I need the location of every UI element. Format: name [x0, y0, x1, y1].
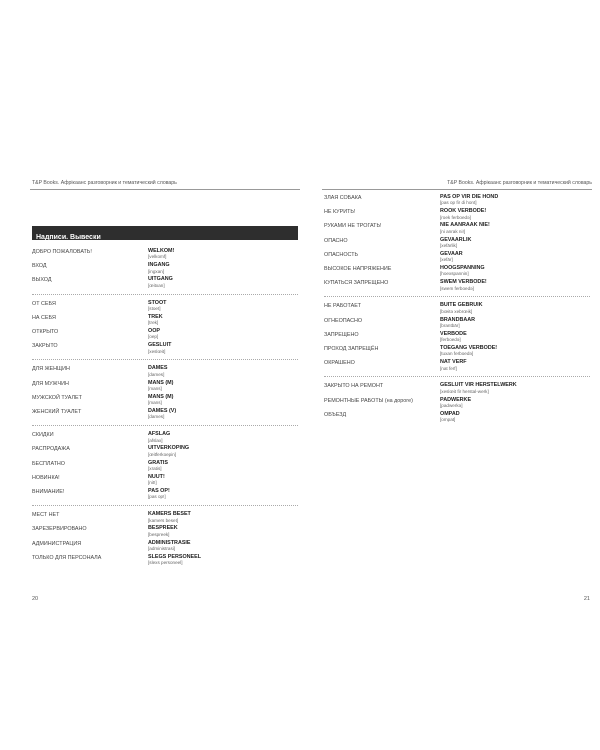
right-page	[322, 168, 592, 608]
russian-phrase: ЗЛАЯ СОБАКА	[324, 195, 362, 201]
transcription: [pas op fir di hont]	[440, 200, 477, 206]
transcription: [xeslœit fir herstal-werk]	[440, 388, 489, 394]
phrase-row	[324, 397, 590, 411]
phrase-row	[32, 262, 298, 276]
phrase-row	[324, 331, 590, 345]
translation	[440, 265, 590, 279]
translation	[440, 302, 590, 316]
transcription: [afslax]	[148, 437, 163, 443]
phrase-row	[324, 359, 590, 373]
transcription: [bœitə xebrœik]	[440, 308, 473, 314]
transcription: [xefārlik]	[440, 242, 458, 248]
russian-phrase: ОКРАШЕНО	[324, 360, 355, 367]
running-header: T&P Books. Афрікаанс разговорник и тематический словарь	[447, 180, 592, 186]
phrase-row	[324, 222, 590, 236]
translation	[148, 525, 298, 539]
page-number: 21	[583, 596, 590, 602]
translation	[440, 345, 590, 359]
russian-phrase: ЖЕНСКИЙ ТУАЛЕТ	[32, 408, 82, 415]
phrase-row	[32, 474, 298, 488]
russian-phrase: ОПАСНОСТЬ	[324, 251, 359, 258]
transcription: [mans]	[148, 400, 162, 406]
transcription: [nit!]	[148, 480, 157, 486]
afrikaans-phrase: DAMES	[148, 365, 168, 372]
afrikaans-phrase: BRANDBAAR	[440, 316, 476, 323]
header-rule	[322, 189, 592, 190]
russian-phrase: БЕСПЛАТНО	[32, 460, 65, 467]
page-number: 20	[32, 596, 39, 602]
afrikaans-phrase: UITVERKOPING	[148, 445, 190, 452]
translation	[148, 511, 298, 525]
russian-phrase: ЗАКРЫТО	[32, 343, 58, 350]
translation	[440, 331, 590, 345]
phrase-row	[32, 276, 298, 290]
russian-phrase: МЕСТ НЕТ	[32, 512, 60, 519]
translation	[148, 328, 298, 342]
afrikaans-phrase: HOOGSPANNING	[440, 264, 485, 271]
translation	[148, 540, 298, 554]
phrase-row	[32, 540, 298, 554]
transcription: [ompat]	[440, 417, 456, 423]
translation	[148, 474, 298, 488]
russian-phrase: РУКАМИ НЕ ТРОГАТЬ!	[324, 223, 382, 230]
afrikaans-phrase: OMPAD	[440, 410, 460, 417]
phrase-row	[324, 382, 590, 396]
phrase-row	[324, 194, 590, 208]
phrase-group	[32, 511, 298, 568]
header-rule	[30, 189, 300, 190]
phrase-row	[32, 408, 298, 422]
transcription: [œitferkoepin]	[148, 451, 177, 457]
afrikaans-phrase: SWEM VERBODE!	[440, 279, 487, 286]
transcription: [slexs personeel]	[148, 560, 183, 566]
afrikaans-phrase: BESPREEK	[148, 525, 178, 532]
afrikaans-phrase: GEVAAR	[440, 250, 463, 257]
transcription: [mans]	[148, 385, 162, 391]
running-header: T&P Books. Афрікаанс разговорник и тематический словарь	[32, 180, 177, 186]
russian-phrase: ОБЪЕЗД	[324, 411, 347, 418]
transcription: [swem ferboedə]	[440, 285, 474, 291]
russian-phrase: ДЛЯ ЖЕНЩИН	[32, 366, 70, 373]
phrase-group	[32, 300, 298, 357]
afrikaans-phrase: KAMERS BESET	[148, 511, 191, 518]
phrase-group	[324, 194, 590, 293]
transcription: [ferboedə]	[440, 337, 461, 343]
translation	[148, 554, 298, 568]
transcription: [xefār]	[440, 257, 453, 263]
transcription: [tuxan ferboedə]	[440, 351, 474, 357]
translation	[440, 208, 590, 222]
transcription: [dames]	[148, 371, 165, 377]
phrase-row	[32, 342, 298, 356]
russian-phrase: ДОБРО ПОЖАЛОВАТЬ!	[32, 249, 92, 255]
section-title: Надписи. Вывески	[36, 234, 101, 241]
afrikaans-phrase: ROOK VERBODE!	[440, 208, 487, 215]
translation	[440, 251, 590, 265]
translation	[440, 411, 590, 425]
translation	[440, 194, 590, 208]
afrikaans-phrase: STOOT	[148, 299, 167, 306]
phrase-row	[324, 237, 590, 251]
russian-phrase: ЗАПРЕЩЕНО	[324, 331, 359, 338]
translation	[148, 445, 298, 459]
russian-phrase: ДЛЯ МУЖЧИН	[32, 380, 69, 387]
phrase-group	[32, 248, 298, 291]
russian-phrase: РЕМОНТНЫЕ РАБОТЫ (на дороге)	[324, 397, 413, 404]
russian-phrase: ЗАРЕЗЕРВИРОВАНО	[32, 526, 87, 533]
afrikaans-phrase: SLEGS PERSONEEL	[148, 553, 202, 560]
translation	[148, 342, 298, 356]
afrikaans-phrase: GESLUIT VIR HERSTELWERK	[440, 382, 517, 389]
phrase-row	[32, 394, 298, 408]
afrikaans-phrase: NUUT!	[148, 473, 165, 480]
translation	[148, 314, 298, 328]
section-title-bar	[32, 226, 298, 240]
phrase-row	[324, 265, 590, 279]
translation	[148, 431, 298, 445]
transcription: [oep]	[148, 334, 159, 340]
russian-phrase: АДМИНИСТРАЦИЯ	[32, 540, 82, 547]
translation	[148, 276, 298, 290]
phrase-row	[324, 208, 590, 222]
transcription: [stoet]	[148, 306, 161, 311]
afrikaans-phrase: UITGANG	[148, 276, 173, 283]
phrase-row	[32, 328, 298, 342]
russian-phrase: НЕ КУРИТЬ!	[324, 209, 356, 216]
group-divider	[32, 425, 298, 426]
russian-phrase: КУПАТЬСЯ ЗАПРЕЩЕНО	[324, 280, 389, 287]
phrase-group	[324, 302, 590, 373]
afrikaans-phrase: NAT VERF	[440, 359, 467, 366]
transcription: [padwerkə]	[440, 402, 463, 408]
transcription: [xratis]	[148, 465, 162, 471]
afrikaans-phrase: PAS OP!	[148, 487, 170, 494]
russian-phrase: ВХОД	[32, 263, 47, 270]
translation	[440, 237, 590, 251]
afrikaans-phrase: DAMES (V)	[148, 407, 177, 414]
transcription: [pas op!]	[148, 494, 166, 500]
russian-phrase: МУЖСКОЙ ТУАЛЕТ	[32, 394, 82, 401]
russian-phrase: ВЫХОД	[32, 277, 52, 284]
russian-phrase: НЕ РАБОТАЕТ	[324, 303, 362, 310]
translation	[440, 279, 590, 293]
phrase-row	[32, 380, 298, 394]
afrikaans-phrase: GEVAARLIK	[440, 236, 472, 243]
phrase-row	[32, 365, 298, 379]
translation	[440, 397, 590, 411]
russian-phrase: ВЫСОКОЕ НАПРЯЖЕНИЕ	[324, 265, 392, 272]
group-divider	[32, 359, 298, 360]
transcription: [dames]	[148, 414, 165, 420]
translation	[148, 380, 298, 394]
phrase-row	[32, 511, 298, 525]
russian-phrase: ПРОХОД ЗАПРЕЩЁН	[324, 345, 379, 352]
translation	[148, 300, 298, 314]
phrase-row	[324, 279, 590, 293]
russian-phrase: НА СЕБЯ	[32, 314, 56, 321]
russian-phrase: РАСПРОДАЖА	[32, 446, 70, 453]
transcription: [kamers beset]	[148, 517, 179, 523]
phrase-row	[32, 248, 298, 262]
russian-phrase: ЗАКРЫТО НА РЕМОНТ	[324, 383, 384, 390]
phrase-row	[32, 488, 298, 502]
translation	[148, 365, 298, 379]
transcription: [nat ferf]	[440, 365, 457, 371]
transcription: [bespreek]	[148, 531, 170, 537]
transcription: [trek]	[148, 320, 159, 326]
transcription: [œitxan]	[148, 282, 165, 288]
phrase-row	[32, 300, 298, 314]
translation	[148, 394, 298, 408]
russian-phrase: ВНИМАНИЕ!	[32, 488, 65, 495]
transcription: [xeslœit]	[148, 348, 166, 354]
afrikaans-phrase: TREK	[148, 313, 163, 320]
afrikaans-phrase: ADMINISTRASIE	[148, 539, 191, 546]
phrase-row	[324, 345, 590, 359]
russian-phrase: СКИДКИ	[32, 432, 54, 439]
transcription: [administrasi]	[148, 545, 176, 551]
translation	[440, 382, 590, 396]
phrase-row	[32, 525, 298, 539]
afrikaans-phrase: GRATIS	[148, 459, 168, 466]
afrikaans-phrase: WELKOM!	[148, 248, 175, 254]
phrase-row	[32, 445, 298, 459]
phrase-row	[324, 302, 590, 316]
russian-phrase: НОВИНКА!	[32, 474, 60, 481]
translation	[148, 408, 298, 422]
afrikaans-phrase: INGANG	[148, 262, 170, 269]
afrikaans-phrase: OOP	[148, 327, 160, 334]
group-divider	[32, 505, 298, 506]
translation	[148, 248, 298, 262]
afrikaans-phrase: BUITE GEBRUIK	[440, 302, 483, 309]
russian-phrase: ТОЛЬКО ДЛЯ ПЕРСОНАЛА	[32, 554, 102, 561]
left-page	[30, 168, 300, 608]
afrikaans-phrase: MANS (M)	[148, 393, 174, 400]
transcription: [brantbār]	[440, 322, 460, 328]
russian-phrase: ОТ СЕБЯ	[32, 300, 56, 307]
phrase-group	[32, 365, 298, 422]
phrase-row	[32, 460, 298, 474]
translation	[148, 460, 298, 474]
afrikaans-phrase: NIE AANRAAK NIE!	[440, 222, 490, 229]
phrase-row	[32, 314, 298, 328]
phrase-row	[32, 554, 298, 568]
phrase-group	[32, 431, 298, 502]
phrase-row	[324, 251, 590, 265]
afrikaans-phrase: VERBODE	[440, 330, 467, 337]
phrase-row	[324, 411, 590, 425]
russian-phrase: ОТКРЫТО	[32, 328, 59, 335]
transcription: [hoexspannin]	[440, 271, 469, 277]
russian-phrase: ОПАСНО	[324, 237, 348, 244]
afrikaans-phrase: MANS (M)	[148, 379, 174, 386]
group-divider	[324, 296, 590, 297]
translation	[148, 488, 298, 502]
translation	[440, 317, 590, 331]
group-divider	[32, 294, 298, 295]
afrikaans-phrase: GESLUIT	[148, 342, 172, 349]
phrase-row	[32, 431, 298, 445]
afrikaans-phrase: PAS OP VIR DIE HOND	[440, 194, 499, 200]
phrase-group	[324, 382, 590, 425]
afrikaans-phrase: TOEGANG VERBODE!	[440, 344, 498, 351]
group-divider	[324, 376, 590, 377]
transcription: [velkomf]	[148, 254, 167, 260]
russian-phrase: ОГНЕОПАСНО	[324, 317, 363, 324]
transcription: [ni anrak ni!]	[440, 228, 466, 234]
transcription: [ingxan]	[148, 268, 165, 274]
transcription: [roek ferboedə]	[440, 214, 471, 220]
afrikaans-phrase: PADWERKE	[440, 396, 472, 403]
afrikaans-phrase: AFSLAG	[148, 431, 171, 438]
translation	[440, 222, 590, 236]
translation	[148, 262, 298, 276]
phrase-row	[324, 317, 590, 331]
translation	[440, 359, 590, 373]
